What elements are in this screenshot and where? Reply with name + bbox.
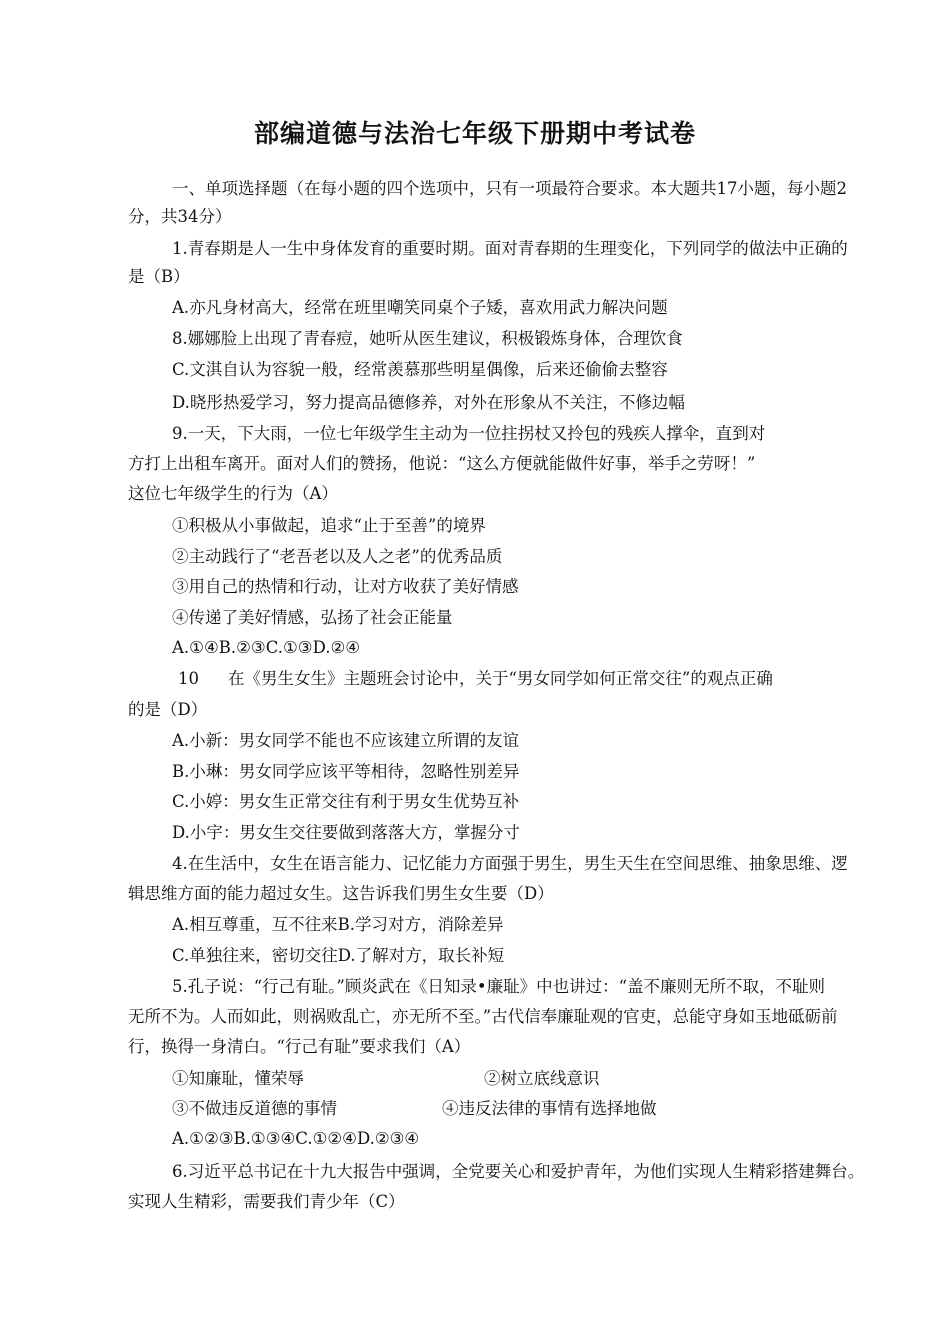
question-10-option-b: B.小琳：男女同学应该平等相待，忽略性别差异 — [172, 762, 520, 781]
question-1-option-c: C.文淇自认为容貌一般，经常羡慕那些明星偶像，后来还偷偷去整容 — [172, 360, 668, 379]
question-1-answer: 是（B） — [128, 267, 190, 286]
question-5-stem: 5.孔子说：“行己有耻。”顾炎武在《日知录•廉耻》中也讲过：“盖不廉则无所不取，不耻则 — [172, 977, 826, 996]
question-5-stem-cont: 无所不为。人而如此，则祸败乱亡，亦无所不至。”古代信奉廉耻观的官吏，总能守身如玉地砥砺前 — [128, 1007, 838, 1026]
question-4-answer: 辑思维方面的能力超过女生。这告诉我们男生女生要（D） — [128, 884, 554, 903]
question-9-answer: 这位七年级学生的行为（A） — [128, 484, 338, 503]
question-9-stem-cont: 方打上出租车离开。面对人们的赞扬，他说：“这么方便就能做件好事，举手之劳呀！” — [128, 454, 756, 473]
question-9-options: A.①④B.②③C.①③D.②④ — [172, 638, 361, 657]
question-9-item-3: ③用自己的热情和行动，让对方收获了美好情感 — [172, 577, 519, 596]
question-10-answer: 的是（D） — [128, 700, 208, 719]
question-1-stem: 1.青春期是人一生中身体发育的重要时期。面对青春期的生理变化，下列同学的做法中正确的 — [172, 239, 848, 258]
question-10-stem: 在《男生女生》主题班会讨论中，关于“男女同学如何正常交往”的观点正确 — [228, 669, 773, 688]
question-9-item-4: ④传递了美好情感，弘扬了社会正能量 — [172, 608, 453, 627]
question-9-stem: 9.一天，下大雨，一位七年级学生主动为一位拄拐杖又拎包的残疾人撑伞，直到对 — [172, 424, 766, 443]
question-10-option-a: A.小新：男女同学不能也不应该建立所谓的友谊 — [172, 731, 520, 750]
question-5-answer: 行，换得一身清白。“行己有耻”要求我们（A） — [128, 1037, 471, 1056]
question-6-stem: 6.习近平总书记在十九大报告中强调，全党要关心和爱护青年，为他们实现人生精彩搭建舞台。 — [172, 1162, 865, 1181]
question-10-number: 10 — [178, 669, 199, 688]
question-5-item-1: ①知廉耻，懂荣辱 — [172, 1069, 304, 1088]
question-1-option-d: D.晓彤热爱学习，努力提高品德修养，对外在形象从不关注，不修边幅 — [172, 393, 685, 412]
question-9-item-1: ①积极从小事做起，追求“止于至善”的境界 — [172, 516, 486, 535]
question-10-option-d: D.小宇：男女生交往要做到落落大方，掌握分寸 — [172, 823, 520, 842]
question-4-stem: 4.在生活中，女生在语言能力、记忆能力方面强于男生，男生天生在空间思维、抽象思维、逻 — [172, 854, 848, 873]
question-6-answer: 实现人生精彩，需要我们青少年（C） — [128, 1192, 405, 1211]
page-title: 部编道德与法治七年级下册期中考试卷 — [253, 119, 696, 148]
question-4-options-ab: A.相互尊重，互不往来B.学习对方，消除差异 — [172, 915, 504, 934]
question-9-item-2: ②主动践行了“老吾老以及人之老”的优秀品质 — [172, 547, 503, 566]
question-5-item-2: ②树立底线意识 — [484, 1069, 600, 1088]
question-4-options-cd: C.单独往来，密切交往D.了解对方，取长补短 — [172, 946, 505, 965]
section-heading-cont: 分，共34分） — [128, 207, 232, 226]
question-5-item-3: ③不做违反道德的事情 — [172, 1099, 337, 1118]
question-1-option-a: A.亦凡身材高大，经常在班里嘲笑同桌个子矮，喜欢用武力解决问题 — [172, 298, 668, 317]
section-heading: 一、单项选择题（在每小题的四个选项中，只有一项最符合要求。本大题共17小题，每小题2 — [172, 179, 847, 198]
question-10-option-c: C.小婷：男女生正常交往有利于男女生优势互补 — [172, 792, 520, 811]
question-1-option-b: 8.娜娜脸上出现了青春痘，她听从医生建议，积极锻炼身体，合理饮食 — [172, 329, 683, 348]
question-5-options: A.①②③B.①③④C.①②④D.②③④ — [172, 1129, 420, 1148]
question-5-item-4: ④违反法律的事情有选择地做 — [442, 1099, 657, 1118]
